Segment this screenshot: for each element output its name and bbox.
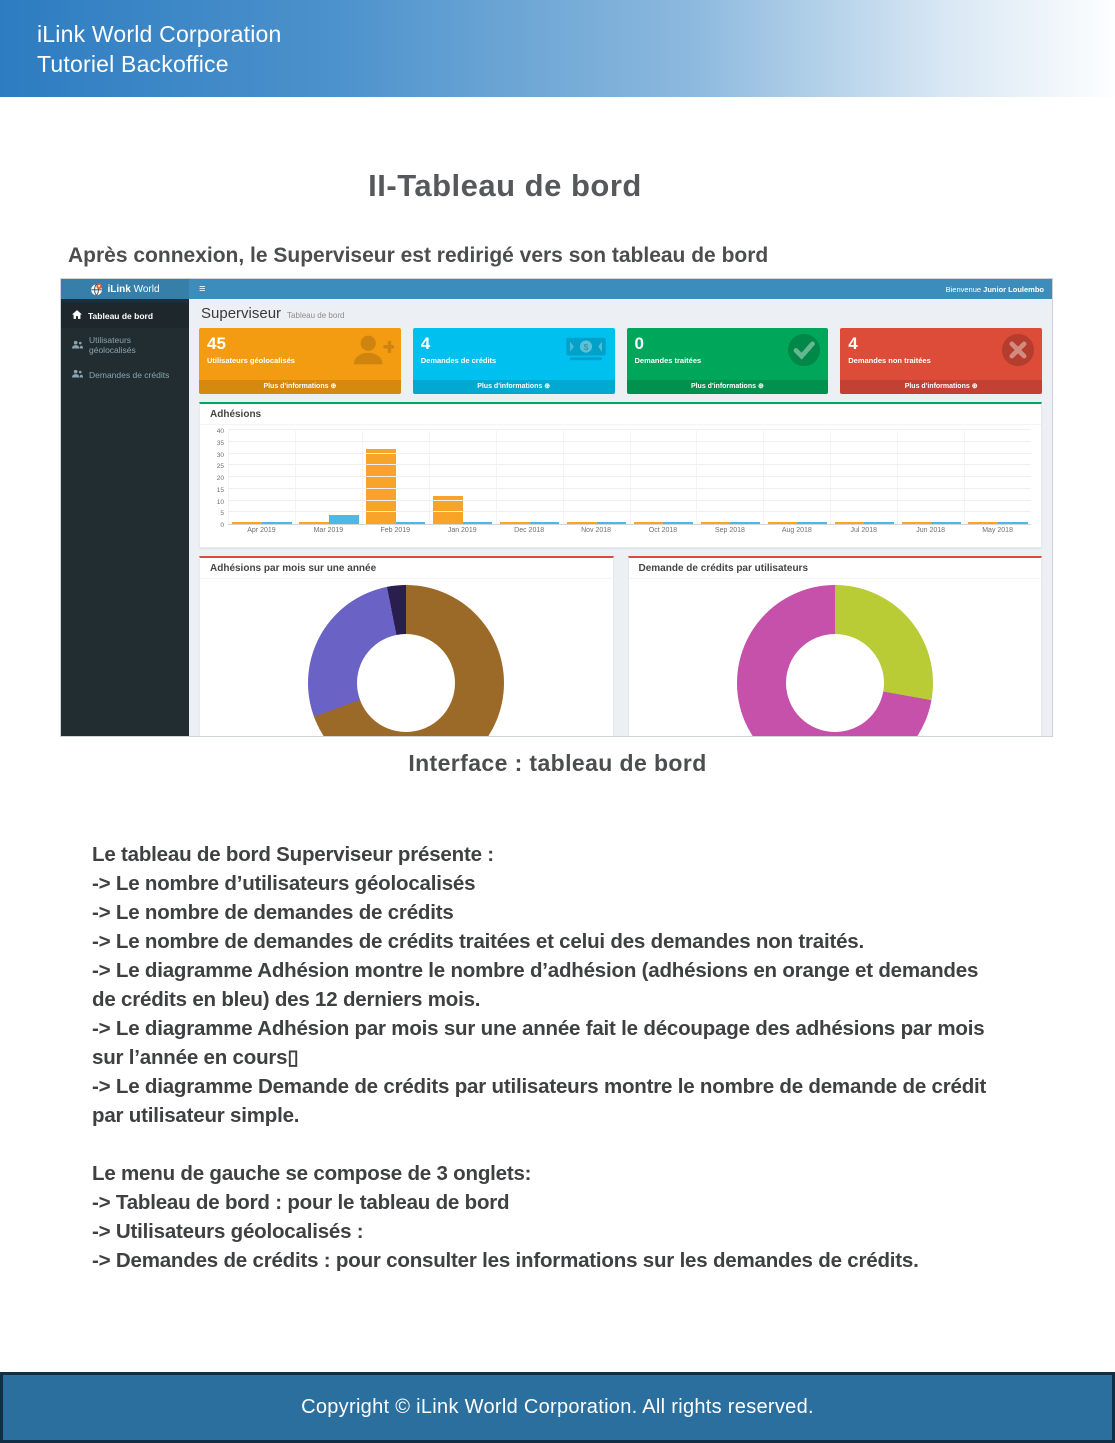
more-info-link[interactable]: Plus d'informations ⊕ xyxy=(199,380,401,394)
bar-chart-yaxis xyxy=(206,428,228,529)
header-line2: Tutoriel Backoffice xyxy=(37,51,229,77)
x-tick-label: Sep 2018 xyxy=(714,527,745,534)
bar-slot-nov-2018 xyxy=(563,431,630,524)
content-heading-title: Superviseur xyxy=(201,305,282,322)
sidebar-item-label: Demandes de crédits xyxy=(89,369,170,380)
content-heading xyxy=(201,305,1042,322)
bar-adhesions xyxy=(634,522,664,524)
content-heading-subtitle: Tableau de bord xyxy=(287,311,345,320)
body-line: -> Tableau de bord : pour le tableau de bord xyxy=(92,1191,510,1214)
bar-demandes-de-credits xyxy=(396,522,426,524)
body-line: de crédits en bleu) des 12 derniers mois. xyxy=(92,988,481,1011)
bar-panel-title: Adhésions xyxy=(200,404,1041,425)
sidebar-item-demandes-de-credits[interactable] xyxy=(61,362,189,387)
bar-slot-may-2018 xyxy=(964,431,1031,524)
stat-card-demandes-traitees xyxy=(627,328,829,394)
y-tick-label: 20 xyxy=(216,475,224,482)
credits-donut-chart xyxy=(737,585,933,737)
y-tick-label: 5 xyxy=(220,510,224,518)
users-icon xyxy=(72,369,83,380)
x-tick-label: Jul 2018 xyxy=(850,527,877,534)
y-tick-label: 15 xyxy=(216,486,224,494)
stat-card-value: 45 xyxy=(207,334,226,353)
document-footer xyxy=(0,1372,1115,1443)
body-line: -> Demandes de crédits : pour consulter les informations sur les demandes de crédits. xyxy=(92,1249,919,1272)
document-header xyxy=(0,0,1115,97)
dashboard-navbar xyxy=(61,279,1052,299)
sidebar xyxy=(61,299,189,736)
gridline xyxy=(228,511,1031,512)
bar-adhesions xyxy=(299,522,329,524)
bar-slot-mar-2019 xyxy=(295,431,362,524)
body-line: sur l’année en cours▯ xyxy=(92,1046,299,1069)
bar-adhesions xyxy=(567,522,597,524)
welcome-username: Junior Loulembo xyxy=(983,284,1044,294)
gridline xyxy=(228,500,1031,501)
bar-adhesions xyxy=(366,449,396,524)
bar-adhesions xyxy=(768,522,798,524)
brand-name xyxy=(107,284,159,295)
header-line1: iLink World Corporation xyxy=(37,21,282,47)
stat-card-label: Utilisateurs géolocalisés xyxy=(207,356,295,365)
bar-demandes-de-credits xyxy=(931,522,961,524)
bar-adhesions xyxy=(500,522,530,524)
adhesions-bar-panel xyxy=(199,402,1042,548)
body-line: -> Le diagramme Demande de crédits par utilisateurs montre le nombre de demande de crédit xyxy=(92,1075,987,1098)
more-info-link[interactable]: Plus d'informations ⊕ xyxy=(840,380,1042,394)
body-line: -> Le nombre de demandes de crédits xyxy=(92,901,454,924)
bar-demandes-de-credits xyxy=(530,522,560,524)
users-icon xyxy=(72,340,83,351)
bar-demandes-de-credits xyxy=(597,522,627,524)
more-info-link[interactable]: Plus d'informations ⊕ xyxy=(627,380,829,394)
bar-demandes-de-credits xyxy=(797,522,827,524)
bar-slot-dec-2018 xyxy=(496,431,563,524)
stat-card-label: Demandes traitées xyxy=(634,356,702,365)
credits-pie-title: Demande de crédits par utilisateurs xyxy=(629,558,1042,579)
body-line: Le menu de gauche se compose de 3 onglets: xyxy=(92,1162,532,1185)
bar-demandes-de-credits xyxy=(329,515,359,524)
body-line xyxy=(92,1130,1052,1159)
gridline xyxy=(228,464,1031,465)
money-icon xyxy=(564,333,608,368)
dashboard-content xyxy=(189,299,1052,736)
gridline xyxy=(228,429,1031,430)
stat-card-value: 0 xyxy=(634,334,644,353)
brand-name-bold: iLink xyxy=(107,283,131,295)
sidebar-item-tableau-de-bord[interactable] xyxy=(61,303,189,328)
stat-card-label: Demandes de crédits xyxy=(420,356,497,365)
adhesions-pie-panel xyxy=(199,556,614,737)
adhesions-donut-chart xyxy=(308,585,504,737)
bar-slot-oct-2018 xyxy=(630,431,697,524)
welcome-prefix: Bienvenue xyxy=(945,284,982,294)
bar-adhesions xyxy=(701,522,731,524)
stat-card-utilisateurs-geolocalises xyxy=(199,328,401,394)
x-tick-label: Apr 2019 xyxy=(247,527,276,534)
stat-card-demandes-de-credits xyxy=(413,328,615,394)
page-title: II-Tableau de bord xyxy=(368,168,642,203)
y-tick-label: 35 xyxy=(216,439,224,447)
globe-icon xyxy=(90,283,103,296)
top-navbar xyxy=(189,279,1052,299)
x-tick-label: Dec 2018 xyxy=(514,527,545,534)
y-tick-label: 40 xyxy=(216,428,224,435)
sidebar-item-utilisateurs-geolocalises[interactable] xyxy=(61,328,189,362)
bar-adhesions xyxy=(835,522,865,524)
body-line: -> Le diagramme Adhésion par mois sur une année fait le découpage des adhésions par mois xyxy=(92,1017,985,1040)
intro-text: Après connexion, le Superviseur est redirigé vers son tableau de bord xyxy=(68,244,769,267)
x-tick-label: Nov 2018 xyxy=(581,527,612,534)
stat-card-label: Demandes non traitées xyxy=(848,356,931,365)
bar-chart xyxy=(200,425,1041,529)
screenshot-caption: Interface : tableau de bord xyxy=(408,750,707,776)
body-line: -> Le diagramme Adhésion montre le nombre d’adhésion (adhésions en orange et demandes xyxy=(92,959,979,982)
x-tick-label: Mar 2019 xyxy=(313,527,344,534)
user-plus-icon xyxy=(352,333,394,370)
welcome-user-link[interactable] xyxy=(946,285,1052,294)
x-tick-label: May 2018 xyxy=(982,527,1013,534)
bar-slot-aug-2018 xyxy=(763,431,830,524)
bar-demandes-de-credits xyxy=(998,522,1028,524)
body-line: -> Le nombre d’utilisateurs géolocalisés xyxy=(92,872,476,895)
brand-name-light: World xyxy=(133,283,160,295)
bar-demandes-de-credits xyxy=(864,522,894,524)
sidebar-item-label: Tableau de bord xyxy=(88,310,154,321)
gridline xyxy=(228,476,1031,477)
gridline xyxy=(228,488,1031,489)
bar-slot-jun-2018 xyxy=(897,431,964,524)
stat-cards xyxy=(199,328,1042,394)
x-tick-label: Jun 2018 xyxy=(916,527,946,534)
bar-slot-feb-2019 xyxy=(362,431,429,524)
bar-demandes-de-credits xyxy=(463,522,493,524)
svg-text:$: $ xyxy=(583,341,588,352)
x-tick-label: Feb 2019 xyxy=(380,527,411,534)
bar-slot-jul-2018 xyxy=(830,431,897,524)
check-circle-icon xyxy=(787,333,821,372)
bar-slot-sep-2018 xyxy=(696,431,763,524)
stat-card-value: 4 xyxy=(420,334,431,353)
bar-adhesions xyxy=(232,522,262,524)
body-line: Le tableau de bord Superviseur présente : xyxy=(92,843,494,866)
y-tick-label: 0 xyxy=(220,522,224,529)
y-tick-label: 25 xyxy=(216,463,224,471)
x-tick-label: Jan 2019 xyxy=(447,527,477,534)
bar-slot-jan-2019 xyxy=(429,431,496,524)
dashboard-screenshot xyxy=(60,278,1053,737)
body-line: par utilisateur simple. xyxy=(92,1104,300,1127)
menu-toggle-icon[interactable]: ≡ xyxy=(199,283,206,295)
gridline xyxy=(228,441,1031,442)
gridline xyxy=(228,453,1031,454)
brand-logo[interactable] xyxy=(61,279,189,299)
cross-circle-icon xyxy=(1001,333,1035,372)
credits-pie-panel xyxy=(628,556,1043,737)
body-line: -> Utilisateurs géolocalisés : xyxy=(92,1220,364,1243)
donut-panels-row xyxy=(199,556,1042,737)
home-icon xyxy=(72,310,82,321)
bar-slot-apr-2019 xyxy=(228,431,295,524)
stat-card-demandes-non-traitees xyxy=(840,328,1042,394)
sidebar-item-label: Utilisateurs géolocalisés xyxy=(89,335,136,355)
body-line: -> Le nombre de demandes de crédits traitées et celui des demandes non traités. xyxy=(92,930,864,953)
body-text xyxy=(92,840,1052,1275)
bar-adhesions xyxy=(902,522,932,524)
y-tick-label: 10 xyxy=(216,498,224,506)
adhesions-pie-title: Adhésions par mois sur une année xyxy=(200,558,613,579)
more-info-link[interactable]: Plus d'informations ⊕ xyxy=(413,380,615,394)
bar-chart-xaxis xyxy=(228,527,1031,534)
x-tick-label: Aug 2018 xyxy=(781,527,812,534)
bar-adhesions xyxy=(968,522,998,524)
y-tick-label: 30 xyxy=(216,451,224,459)
bar-demandes-de-credits xyxy=(262,522,292,524)
bar-demandes-de-credits xyxy=(663,522,693,524)
bar-chart-plot xyxy=(228,431,1031,525)
bar-demandes-de-credits xyxy=(730,522,760,524)
copyright-text: Copyright © iLink World Corporation. All rights reserved. xyxy=(301,1396,814,1418)
x-tick-label: Oct 2018 xyxy=(648,527,678,534)
stat-card-value: 4 xyxy=(848,334,858,353)
